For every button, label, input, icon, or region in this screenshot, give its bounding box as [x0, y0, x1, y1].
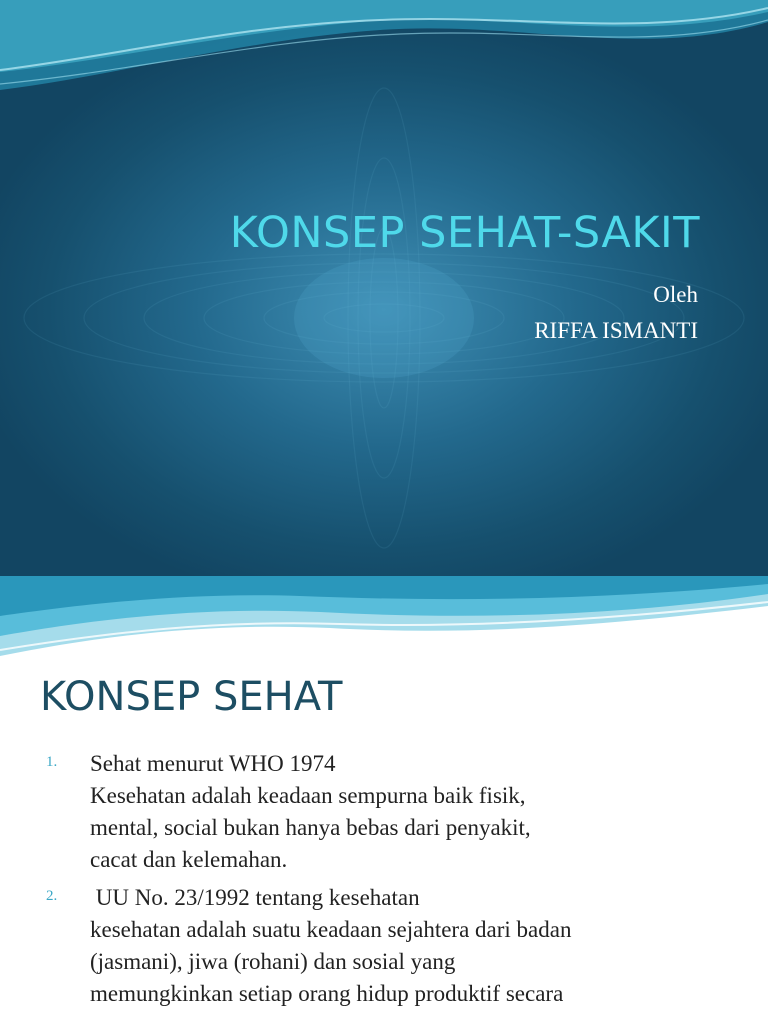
item-line: (jasmani), jiwa (rohani) dan sosial yang: [90, 949, 456, 974]
slide-title: KONSEP SEHAT-SAKIT: [229, 208, 700, 258]
slide2-wave-decoration: [0, 576, 768, 666]
item-line: mental, social bukan hanya bebas dari penyakit,: [90, 815, 531, 840]
subtitle-author-label: Oleh: [653, 282, 698, 307]
content-slide: [0, 576, 768, 1024]
item-line: UU No. 23/1992 tentang kesehatan: [90, 885, 420, 910]
item-line: Sehat menurut WHO 1974: [90, 751, 336, 776]
list-number: 2.: [46, 888, 58, 904]
list-item: [0, 882, 768, 1010]
top-wave-decoration: [0, 0, 768, 110]
definition-list: [0, 748, 768, 1016]
list-number: 1.: [46, 754, 58, 770]
subtitle-author-name: RIFFA ISMANTI: [534, 318, 698, 343]
item-line: kesehatan adalah suatu keadaan sejahtera dari badan: [90, 917, 572, 942]
item-line: cacat dan kelemahan.: [90, 847, 288, 872]
item-line: Kesehatan adalah keadaan sempurna baik fisik,: [90, 783, 526, 808]
section-heading: KONSEP SEHAT: [40, 674, 343, 720]
list-item: [0, 748, 768, 876]
item-line: memungkinkan setiap orang hidup produktif secara: [90, 981, 564, 1006]
